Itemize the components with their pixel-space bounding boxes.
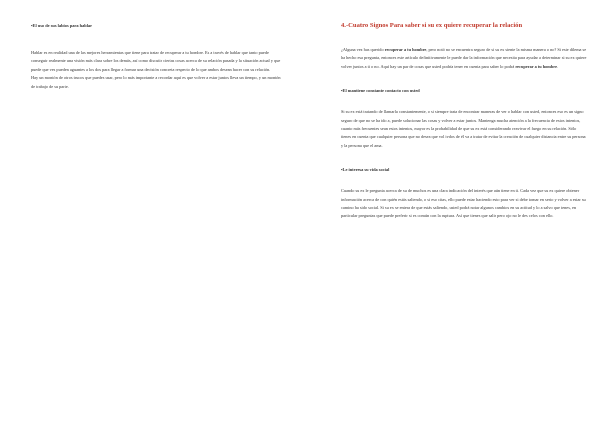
section-heading: •El mantiene constante contacto con usted bbox=[341, 88, 420, 94]
right-page bbox=[300, 0, 600, 424]
right-column bbox=[341, 22, 587, 221]
intro-bold-phrase: recuperar a tu hombre bbox=[384, 47, 427, 52]
section-contact bbox=[341, 87, 587, 150]
section-heading: •Le interesa su vida social bbox=[341, 167, 390, 173]
left-heading: •El uso de sus labios para hablar bbox=[31, 23, 93, 28]
intro-paragraph bbox=[341, 46, 587, 71]
intro-text: , pero notó no se encuentra seguro de si su ex siente la misma manera o no? Si este dilema se ha hecho esa pregunta, entonces este artículo definitivamente le puede dar la información que necesita para ayudar a determinar si su ex quiere volver juntos a ti o no. Aquí hay un par de cosas que usted podría tener en cuenta para saber lo podrá bbox=[341, 47, 587, 69]
section-social-life bbox=[341, 166, 587, 221]
chapter-title: 4.-Cuatro Signos Para saber si su ex quiere recuperar la relación bbox=[341, 22, 523, 29]
section-paragraph: Si su ex está tratando de llamarla constantemente, o si siempre trata de encontrar maneras de ver o hablar con usted, entonces eso es un signo seguro de que no se ha ido a, puede solucionar las cosas y volver a estar juntos. Mantenga mucha atención a la frecuencia de estos intentos, cuanto más frecuentes sean estos intentos, mayor es la probabilidad de que su ex está considerando reavivar el fuego en su relación. Sólo tienes en cuenta que cualquier persona que no desea que vol ivdos de él va a tratar de evitar la creación de cualquier distancia entre su persona y la persona que el ama. bbox=[341, 109, 586, 148]
intro-bold-phrase: recuperar a tu hombre bbox=[515, 63, 557, 69]
left-paragraph-1: Hablar es en realidad una de las mejores herramientas que tiene para tratar de recuperar a tu hombre. Es a través de hablar que tanto puede conseguir realmente una visión más clara sobre los demás, así como discutir ciertas cosas acerca de su relación pasada y la situación actual y que puede que ves pueden aguantes a los dos para llegar a formar una decisión concreta respecto de lo que ambos desean hacer con su relación. bbox=[31, 50, 281, 72]
intro-text: ¿Alguna vez has querido bbox=[341, 47, 385, 52]
section-paragraph: Cuando su ex le pregunta acerca de su de muchos es una clara indicación del interés que aún tiene en ti. Cada vez que su ex quiere obtener información acerca de con quién estás saliendo, o si eso citas, ello puede estar haciendo esto para ver si debe tomar en serio y volver a estar su camino ha sido social. Si su ex se entera de que estás saliendo, usted podrá notar algunos cambios en su actitud y lo a salvo que tenes, en particular preguntas que puede preferir si es común con la ruptura. Así que tienes que salir pero ojo no le des celos con ello. bbox=[341, 188, 586, 219]
left-paragraph-2: Hay un montón de otros trucos que puedes usar, pero lo más importante a recordar aquí es que volver a estar juntos lleva un tiempo, y un montón de trabajo de su parte. bbox=[31, 75, 281, 89]
intro-text: . bbox=[556, 63, 559, 69]
left-column bbox=[31, 22, 281, 91]
